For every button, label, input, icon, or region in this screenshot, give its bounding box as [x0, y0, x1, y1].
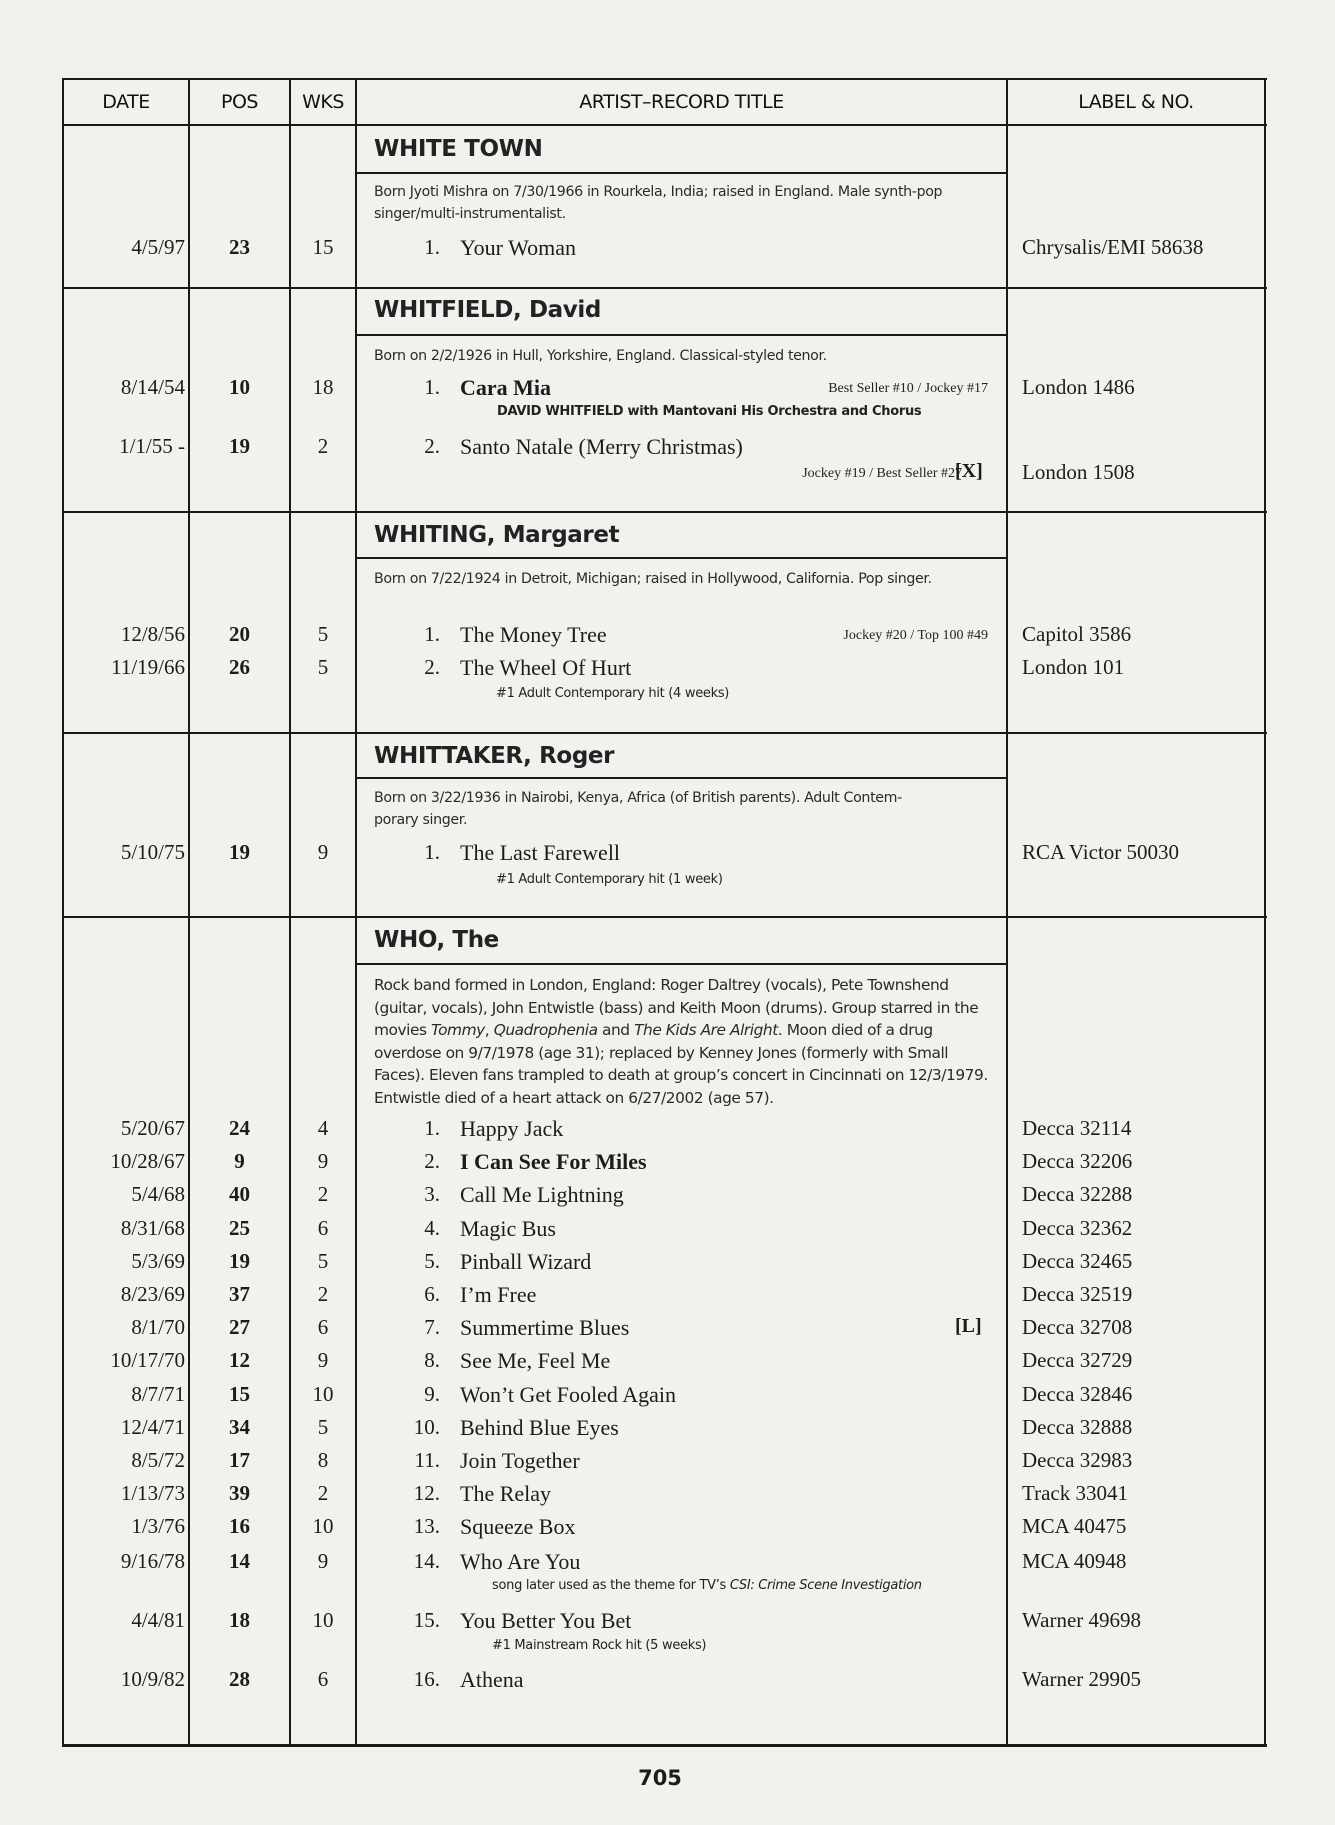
record-label: Track 33041 [1022, 1481, 1128, 1506]
record-title: Behind Blue Eyes [460, 1414, 619, 1440]
record-weeks: 2 [317, 1282, 329, 1306]
record-title: Happy Jack [460, 1116, 564, 1141]
record-date: 4/5/97 [131, 235, 185, 259]
record-date: 10/28/67 [110, 1149, 185, 1174]
artist-bio [374, 974, 1000, 1109]
artist-name-underline [356, 777, 1007, 779]
artist-name: WHITTAKER, Roger [374, 743, 615, 769]
record-weeks: 6 [317, 1215, 329, 1240]
record-peak-position: 19 [229, 434, 250, 458]
record-number: 5. [424, 1248, 440, 1273]
record-number: 15. [413, 1608, 440, 1632]
artist-bio-text: , [484, 1021, 494, 1039]
record-date: 5/20/67 [120, 1116, 185, 1140]
page-number: 705 [638, 1766, 682, 1790]
section-divider [63, 287, 1267, 289]
record-peak-position: 34 [229, 1414, 250, 1439]
record-title: The Relay [460, 1481, 552, 1507]
record-label: Chrysalis/EMI 58638 [1022, 235, 1204, 259]
record-title: Squeeze Box [460, 1514, 576, 1540]
record-date: 5/4/68 [131, 1182, 185, 1207]
record-label: Warner 29905 [1022, 1667, 1142, 1691]
record-number: 1. [424, 375, 440, 399]
record-peak-position: 14 [229, 1549, 250, 1573]
record-peak-position: 12 [229, 1348, 250, 1373]
record-title: The Wheel Of Hurt [460, 655, 632, 680]
artist-bio-text: and [597, 1021, 635, 1039]
record-weeks: 5 [317, 1414, 329, 1439]
record-number: 14. [413, 1549, 440, 1573]
film-title: Tommy [431, 1021, 485, 1039]
record-note: #1 Adult Contemporary hit (1 week) [496, 872, 723, 887]
record-label: Decca 32288 [1022, 1182, 1133, 1207]
record-peak-position: 18 [229, 1608, 250, 1632]
record-weeks: 10 [312, 1381, 334, 1406]
record-title: The Last Farewell [460, 840, 621, 865]
record-weeks: 5 [317, 655, 329, 679]
record-number: 1. [424, 840, 440, 864]
record-title: Summertime Blues [460, 1315, 630, 1341]
record-tag: [X] [955, 460, 983, 482]
record-weeks: 5 [317, 622, 329, 646]
artist-name-underline [356, 557, 1007, 559]
record-peak-position: 39 [229, 1481, 250, 1506]
record-weeks: 2 [317, 1481, 329, 1506]
record-peak-position: 15 [229, 1381, 250, 1406]
record-date: 5/3/69 [131, 1248, 185, 1273]
record-title: See Me, Feel Me [460, 1348, 611, 1374]
header-date: DATE [102, 91, 150, 113]
record-label: RCA Victor 50030 [1022, 840, 1180, 864]
record-label: Decca 32362 [1022, 1215, 1133, 1240]
record-number: 2. [424, 434, 440, 458]
record-date: 12/4/71 [120, 1414, 185, 1439]
header-pos: POS [221, 91, 258, 113]
record-label: Decca 32708 [1022, 1315, 1133, 1340]
artist-bio-text: . Moon died of a drug overdose on 9/7/1978 (age 31); replaced by Kenney Jones (formerly with Small Faces). Eleven fans trampled to death at group’s concert in Cincinnati on 12/3/1979. Entwistle died of a heart attack on 6/27/2002 (age 57). [374, 1021, 988, 1107]
record-chart-info: Best Seller #10 / Jockey #17 [828, 381, 988, 396]
record-title: Your Woman [460, 235, 576, 260]
artist-name: WHITFIELD, David [374, 297, 601, 323]
record-chart-info: Jockey #19 / Best Seller #27 [802, 466, 962, 481]
record-weeks: 10 [312, 1608, 334, 1632]
artist-name: WHITING, Margaret [374, 522, 620, 548]
record-title: Athena [460, 1667, 524, 1692]
header-wks: WKS [302, 91, 344, 113]
record-date: 1/13/73 [120, 1481, 185, 1506]
artist-bio-line: Born on 3/22/1936 in Nairobi, Kenya, Africa (of British parents). Adult Contem- [374, 790, 902, 806]
record-label: Decca 32465 [1022, 1248, 1133, 1273]
section-divider [63, 916, 1267, 918]
record-peak-position: 19 [229, 840, 250, 864]
record-date: 9/16/78 [120, 1549, 185, 1573]
record-weeks: 9 [317, 1348, 329, 1373]
record-date: 10/9/82 [120, 1667, 185, 1691]
record-number: 12. [413, 1481, 440, 1506]
tv-show-title: CSI: Crime Scene Investigation [729, 1578, 922, 1593]
record-tag: [L] [955, 1315, 982, 1338]
table-bottom-border [63, 1744, 1267, 1747]
record-weeks: 2 [317, 434, 329, 458]
record-label: Decca 32983 [1022, 1448, 1133, 1472]
record-label: Decca 32114 [1022, 1116, 1132, 1140]
record-peak-position: 20 [229, 622, 250, 646]
record-date: 8/31/68 [120, 1215, 185, 1240]
record-number: 11. [414, 1448, 440, 1472]
record-peak-position: 28 [229, 1667, 250, 1691]
record-title: Magic Bus [460, 1215, 556, 1241]
record-date: 1/1/55 - [119, 434, 185, 458]
table-right-border [1264, 78, 1266, 1747]
column-divider-title-label [1006, 78, 1008, 1747]
record-number: 1. [424, 235, 440, 259]
section-divider [63, 511, 1267, 513]
record-number: 2. [424, 1149, 440, 1174]
artist-name: WHITE TOWN [374, 136, 543, 162]
record-peak-position: 40 [229, 1182, 250, 1207]
record-number: 10. [413, 1414, 440, 1439]
section-divider [63, 732, 1267, 734]
record-peak-position: 26 [229, 655, 250, 679]
header-artist-record-title: ARTIST–RECORD TITLE [579, 91, 784, 113]
artist-bio: Born on 7/22/1924 in Detroit, Michigan; raised in Hollywood, California. Pop singer. [374, 571, 932, 587]
record-date: 8/5/72 [131, 1448, 185, 1472]
record-peak-position: 23 [229, 235, 250, 259]
record-weeks: 15 [312, 235, 334, 259]
record-date: 8/23/69 [120, 1282, 185, 1306]
artist-name: WHO, The [374, 927, 499, 953]
record-weeks: 9 [317, 1549, 329, 1573]
record-number: 7. [424, 1315, 440, 1340]
artist-bio: Born on 2/2/1926 in Hull, Yorkshire, England. Classical-styled tenor. [374, 348, 827, 364]
record-date: 12/8/56 [120, 622, 185, 646]
record-weeks: 9 [317, 1149, 329, 1174]
header-label-no: LABEL & NO. [1078, 91, 1194, 113]
record-number: 1. [424, 1116, 440, 1140]
artist-name-underline [356, 334, 1007, 336]
artist-bio-line: porary singer. [374, 811, 468, 828]
record-label: Decca 32519 [1022, 1282, 1133, 1306]
record-title: Pinball Wizard [460, 1248, 592, 1274]
record-weeks: 9 [317, 840, 329, 864]
record-weeks: 10 [312, 1514, 334, 1539]
record-date: 8/7/71 [131, 1381, 185, 1406]
record-title: Join Together [460, 1448, 580, 1473]
film-title: The Kids Are Alright [634, 1021, 778, 1039]
record-label: Decca 32206 [1022, 1149, 1133, 1174]
artist-name-underline [356, 172, 1007, 174]
record-number: 1. [424, 622, 440, 646]
artist-name-underline [356, 963, 1007, 965]
record-date: 10/17/70 [110, 1348, 185, 1373]
record-peak-position: 19 [229, 1248, 250, 1273]
record-label: London 1508 [1022, 460, 1135, 484]
record-number: 8. [424, 1348, 440, 1373]
record-number: 6. [424, 1282, 440, 1306]
record-title: I’m Free [460, 1282, 537, 1307]
record-weeks: 4 [317, 1116, 329, 1140]
record-note: DAVID WHITFIELD with Mantovani His Orchestra and Chorus [497, 404, 922, 419]
record-label: Decca 32846 [1022, 1381, 1133, 1406]
record-label: Decca 32729 [1022, 1348, 1133, 1373]
record-title: I Can See For Miles [460, 1149, 647, 1175]
record-peak-position: 16 [229, 1514, 250, 1539]
record-peak-position: 24 [229, 1116, 250, 1140]
record-date: 11/19/66 [111, 655, 185, 679]
record-number: 13. [413, 1514, 440, 1539]
record-peak-position: 27 [229, 1315, 250, 1340]
record-title: Cara Mia [460, 375, 552, 400]
record-weeks: 2 [317, 1182, 329, 1207]
record-weeks: 5 [317, 1248, 329, 1273]
film-title: Quadrophenia [493, 1021, 598, 1039]
record-title: You Better You Bet [460, 1608, 632, 1633]
record-number: 9. [424, 1381, 440, 1406]
record-chart-info: Jockey #20 / Top 100 #49 [843, 628, 988, 643]
record-number: 2. [424, 655, 440, 679]
record-label: Decca 32888 [1022, 1414, 1133, 1439]
artist-bio-text: Rock band formed in London, England: Roger Daltrey (vocals), Pete Townshend (guitar, vocals), John Entwistle (bass) and Keith Moon (drums). Group starred in the movies [374, 976, 979, 1039]
record-date: 1/3/76 [131, 1514, 185, 1539]
record-peak-position: 9 [234, 1149, 245, 1174]
record-number: 16. [413, 1667, 440, 1691]
record-label: MCA 40948 [1022, 1549, 1127, 1573]
record-peak-position: 10 [229, 375, 250, 399]
record-note-text: song later used as the theme for TV’s [492, 1578, 730, 1593]
record-peak-position: 17 [229, 1448, 250, 1472]
record-title: Santo Natale (Merry Christmas) [460, 434, 743, 459]
record-label: London 101 [1022, 655, 1125, 679]
record-note: #1 Adult Contemporary hit (4 weeks) [496, 686, 730, 701]
record-title: Won’t Get Fooled Again [460, 1381, 676, 1407]
record-peak-position: 25 [229, 1215, 250, 1240]
record-label: Warner 49698 [1022, 1608, 1142, 1632]
record-date: 4/4/81 [131, 1608, 185, 1632]
record-title: The Money Tree [460, 622, 607, 647]
record-label: Capitol 3586 [1022, 622, 1132, 646]
artist-bio: Born Jyoti Mishra on 7/30/1966 in Rourkela, India; raised in England. Male synth-pop singer/multi-instrumentalist. [374, 184, 943, 222]
record-label: London 1486 [1022, 375, 1135, 399]
record-weeks: 8 [317, 1448, 329, 1472]
record-note [492, 1578, 922, 1593]
artist-bio [374, 788, 996, 831]
record-weeks: 6 [317, 1315, 329, 1340]
record-date: 5/10/75 [120, 840, 185, 864]
record-number: 4. [424, 1215, 440, 1240]
record-peak-position: 37 [229, 1282, 250, 1306]
record-date: 8/14/54 [120, 375, 185, 399]
record-title: Call Me Lightning [460, 1182, 624, 1208]
record-weeks: 6 [317, 1667, 329, 1691]
record-date: 8/1/70 [131, 1315, 185, 1340]
record-number: 3. [424, 1182, 440, 1207]
record-label: MCA 40475 [1022, 1514, 1127, 1539]
record-note: #1 Mainstream Rock hit (5 weeks) [492, 1638, 707, 1653]
record-weeks: 18 [312, 375, 334, 399]
record-title: Who Are You [460, 1549, 581, 1574]
